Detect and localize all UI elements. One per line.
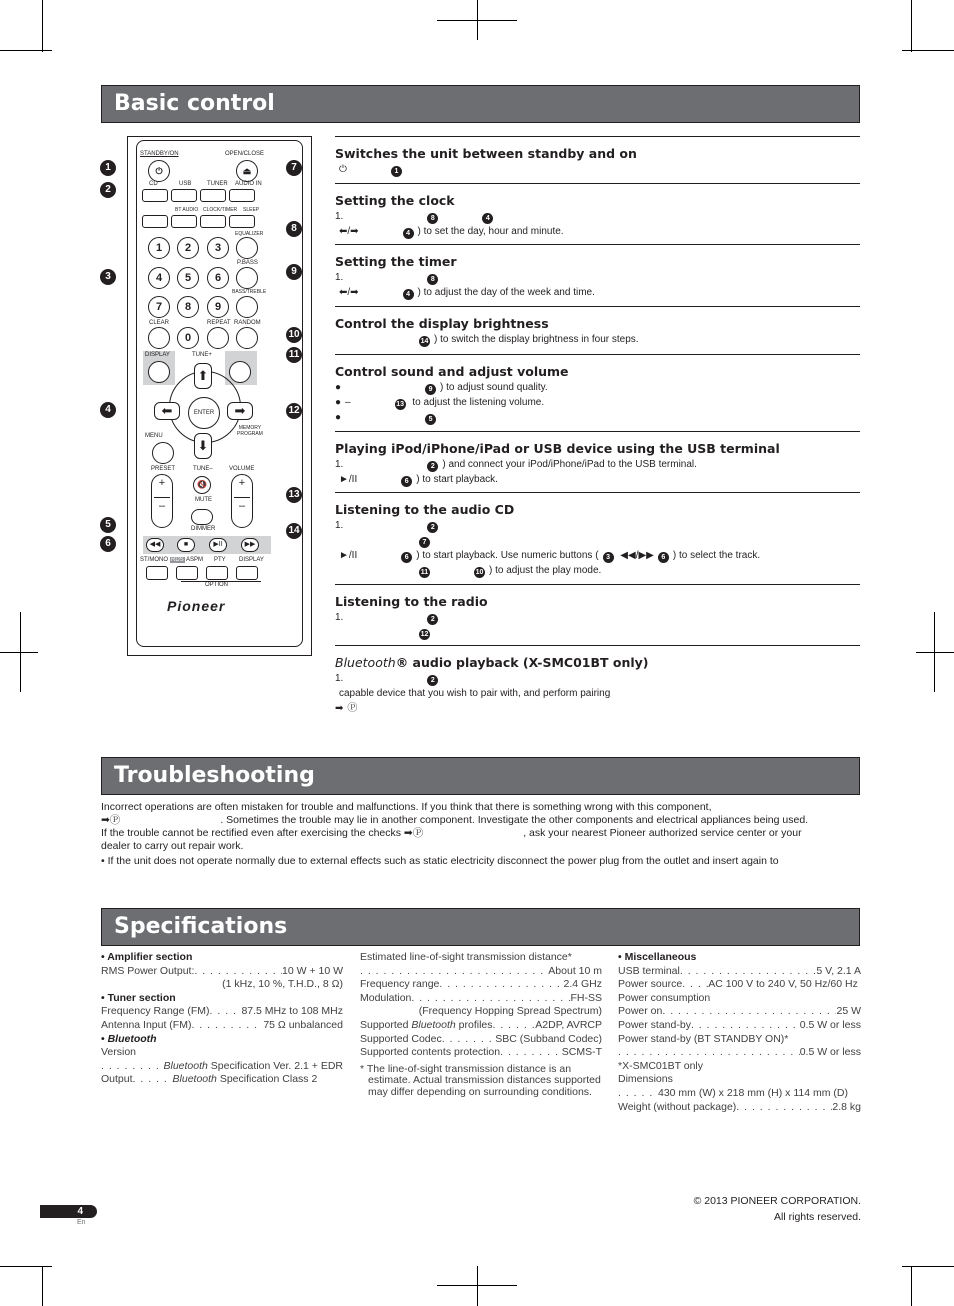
spec-column-3 — [618, 951, 861, 1114]
rms-row — [101, 965, 343, 979]
usb-label: USB terminal — [618, 964, 680, 977]
label-bass-treble: BASS/TREBLE — [232, 289, 267, 295]
dimensions-value: 430 mm (W) x 218 mm (H) x 114 mm (D) — [658, 1086, 848, 1099]
section-title-text: Listening to the audio CD — [335, 502, 515, 517]
basic-control-title: Basic control — [114, 91, 275, 116]
label-pbass: P.BASS — [237, 260, 258, 266]
mod-label: Modulation — [360, 991, 412, 1004]
remote-illustration — [127, 136, 312, 656]
section-title-text: Listening to the radio — [335, 594, 488, 609]
eject-button[interactable]: ⏏ — [236, 160, 258, 182]
label-standby: STANDBY/ON — [140, 151, 179, 157]
fm-row — [101, 1005, 343, 1019]
clear-button[interactable] — [148, 327, 170, 349]
mute-button[interactable]: 🔇 — [193, 476, 211, 494]
line-text: 1. — [335, 612, 344, 623]
tuner-header: • Tuner section — [101, 991, 176, 1004]
callout-ref: 2 — [427, 614, 438, 625]
section-title-text: Control sound and adjust volume — [335, 364, 569, 379]
mod-value: FH-SS — [570, 991, 602, 1004]
section-3 — [335, 244, 860, 300]
callout-ref: 5 — [425, 414, 436, 425]
pty-button[interactable] — [206, 566, 228, 580]
protection-label: Supported contents protection — [360, 1046, 501, 1059]
usb-value: 5 V, 2.1 A — [816, 964, 861, 977]
dimmer-button[interactable] — [191, 509, 213, 525]
power-on-value: 25 W — [836, 1005, 861, 1018]
rights: All rights reserved. — [774, 1211, 861, 1223]
copyright-block — [600, 1193, 861, 1225]
version-value — [164, 1060, 344, 1074]
label-tune-minus: TUNE– — [193, 466, 213, 472]
protection-row — [360, 1046, 602, 1060]
callout-8: 8 — [286, 221, 302, 237]
label-aspm: ASPM — [186, 557, 204, 563]
label-random: RANDOM — [234, 320, 261, 326]
callout-ref: 8 — [427, 213, 438, 224]
line-text: ) to start playback. Use numeric buttons ( — [416, 550, 599, 561]
dimensions-label: Dimensions — [618, 1073, 673, 1086]
output-row — [101, 1073, 343, 1087]
line-text: ) and connect your iPod/iPhone/iPad to the USB terminal. — [442, 459, 697, 470]
bt-header-text: Bluetooth — [107, 1032, 157, 1045]
callout-7: 7 — [286, 160, 302, 176]
label-preset: PRESET — [151, 466, 176, 472]
section-5 — [335, 354, 860, 425]
fm-value: 87.5 MHz to 108 MHz — [241, 1005, 343, 1018]
tuner-button[interactable] — [200, 189, 226, 202]
label-menu: MENU — [145, 433, 163, 439]
freq-row — [360, 978, 602, 992]
bt-audio-button[interactable] — [171, 215, 197, 228]
digit-2-button[interactable]: 2 — [177, 237, 199, 259]
section-line — [335, 395, 860, 410]
label-equalizer: EQUALIZER — [235, 231, 264, 237]
trouble-line-3-text: If the trouble cannot be rectified even after exercising the checks ➡Ⓟ — [101, 827, 424, 839]
basic-control-banner — [101, 85, 860, 123]
left-arrow-button[interactable]: ⬅ — [154, 402, 180, 420]
st-mono-button[interactable] — [146, 566, 168, 580]
section-4 — [335, 306, 860, 347]
line-text: 1. — [335, 459, 344, 470]
label-enter: ENTER — [193, 410, 215, 416]
model-note: *X-SMC01BT only — [618, 1059, 704, 1072]
section-title — [335, 432, 860, 457]
callout-4: 4 — [100, 402, 116, 418]
play-pause-button[interactable]: ▶II — [209, 538, 227, 552]
section-title-text: ® audio playback (X-SMC01BT only) — [395, 655, 649, 670]
callout-ref: 7 — [419, 537, 430, 548]
callout-ref: 6 — [658, 552, 669, 563]
profiles-label — [360, 1019, 493, 1033]
callout-ref: 10 — [475, 569, 484, 576]
callout-10: 10 — [286, 327, 302, 343]
section-line — [335, 671, 860, 686]
power-source-row — [618, 978, 861, 992]
section-7 — [335, 492, 860, 578]
digit-0-button[interactable]: 0 — [177, 327, 199, 349]
version-label: Version — [101, 1046, 137, 1059]
label-display-2: DISPLAY — [239, 557, 264, 563]
callout-2: 2 — [100, 182, 116, 198]
callout-ref: 4 — [482, 213, 493, 224]
rewind-button[interactable]: ◀◀ — [146, 538, 164, 552]
bass-treble-button[interactable] — [236, 296, 258, 318]
line-text: ● — [335, 397, 342, 408]
label-mute: MUTE — [195, 497, 212, 503]
up-arrow-button[interactable]: ⬆ — [194, 363, 212, 389]
remote-body — [136, 140, 303, 647]
section-title — [335, 245, 860, 270]
version-row — [101, 1060, 343, 1074]
trouble-line-3-tail: , ask your nearest Pioneer authorized service center or your — [523, 827, 802, 839]
callout-12: 12 — [286, 403, 302, 419]
callout-1: 1 — [100, 160, 116, 176]
sleep-button[interactable] — [229, 215, 255, 228]
output-label: Output — [101, 1073, 133, 1086]
callout-ref: 13 — [396, 401, 404, 408]
misc-header: • Miscellaneous — [618, 951, 697, 963]
digit-3-button[interactable]: 3 — [207, 237, 229, 259]
label-display: DISPLAY — [145, 352, 170, 358]
amp-header: • Amplifier section — [101, 951, 193, 963]
line-text: 1. — [335, 673, 344, 684]
profiles-value: A2DP, AVRCP — [535, 1018, 602, 1031]
section-title-text: Playing iPod/iPhone/iPad or USB device using the USB terminal — [335, 441, 780, 456]
trouble-line-5: • If the unit does not operate normally due to external effects such as static electricity disconnect the power plug from the outlet and insert again to — [101, 855, 779, 867]
pioneer-logo: Pioneer — [167, 598, 226, 614]
label-clock-timer: CLOCK/TIMER — [203, 207, 238, 213]
callout-ref: 3 — [603, 552, 614, 563]
section-title — [335, 646, 860, 671]
power-on-label: Power on — [618, 1005, 663, 1018]
aspm-button[interactable] — [176, 566, 198, 580]
distance-footnote: * The line-of-sight transmission distance is an estimate. Actual transmission distances supported may differ depending on surrounding conditions. — [360, 1062, 601, 1098]
callout-ref: 2 — [427, 675, 438, 686]
line-text: – — [345, 397, 351, 408]
label-option: OPTION — [205, 582, 229, 588]
page-number-tab — [40, 1205, 97, 1218]
section-title — [335, 307, 860, 332]
section-line — [335, 610, 860, 625]
fm-label: Frequency Range (FM) — [101, 1005, 210, 1018]
power-consumption-label: Power consumption — [618, 991, 711, 1004]
section-title — [335, 585, 860, 610]
line-text: Ⓟ — [347, 703, 358, 714]
antenna-row — [101, 1019, 343, 1033]
specifications-title: Specifications — [114, 914, 288, 939]
est-row — [360, 965, 602, 979]
section-line — [335, 548, 860, 563]
codec-row — [360, 1033, 602, 1047]
line-text: ) to set the day, hour and minute. — [417, 226, 564, 237]
protection-value: SCMS-T — [561, 1046, 602, 1059]
digit-9-button[interactable]: 9 — [207, 296, 229, 318]
antenna-label: Antenna Input (FM) — [101, 1018, 192, 1031]
digit-4-button[interactable]: 4 — [148, 267, 170, 289]
callout-14: 14 — [286, 523, 302, 539]
specifications-banner — [101, 908, 860, 946]
preset-plus: + — [158, 477, 166, 489]
antenna-value: 75 Ω unbalanced — [263, 1018, 343, 1031]
line-text: ◀◀/▶▶ — [617, 550, 654, 561]
section-6 — [335, 431, 860, 487]
spec-column-2 — [360, 951, 602, 1098]
line-text: to adjust the listening volume. — [409, 397, 545, 408]
profiles-label-a: Supported — [360, 1018, 412, 1031]
standby-value: 0.5 W or less — [799, 1018, 861, 1031]
section-title-italic: Bluetooth — [335, 655, 396, 670]
section-line — [335, 472, 860, 487]
callout-ref: 8 — [427, 274, 438, 285]
label-open-close: OPEN/CLOSE — [225, 151, 265, 157]
menu-button[interactable] — [152, 442, 174, 464]
callout-ref: 2 — [427, 522, 438, 533]
troubleshooting-title: Troubleshooting — [114, 763, 315, 788]
digit-1-button[interactable]: 1 — [148, 237, 170, 259]
codec-label: Supported Codec — [360, 1032, 442, 1045]
label-rds: RDS — [171, 557, 184, 563]
pbass-button[interactable] — [236, 267, 258, 289]
weight-label: Weight (without package) — [618, 1100, 737, 1113]
codec-value: SBC (Subband Codec) — [495, 1032, 602, 1045]
est-label: Estimated line-of-sight transmission distance* — [360, 951, 572, 963]
line-text: ►/II — [339, 474, 358, 485]
page-number: 4 — [77, 1206, 83, 1217]
usb-row — [618, 965, 861, 979]
callout-ref: 4 — [403, 289, 414, 300]
callout-ref: 4 — [403, 228, 414, 239]
section-line — [335, 686, 860, 701]
section-8 — [335, 584, 860, 640]
version-text: Specification Ver. 2.1 + EDR — [207, 1059, 343, 1072]
power-source-value: AC 100 V to 240 V, 50 Hz/60 Hz — [708, 978, 858, 991]
callout-ref: 11 — [420, 569, 429, 576]
standby-row — [618, 1019, 861, 1033]
power-on-row — [618, 1005, 861, 1019]
section-line — [335, 563, 860, 578]
section-title-text: Setting the timer — [335, 254, 457, 269]
freq-value: 2.4 GHz — [563, 978, 602, 991]
section-line — [335, 285, 860, 300]
section-title-text: Switches the unit between standby and on — [335, 146, 637, 161]
digit-8-button[interactable]: 8 — [177, 296, 199, 318]
troubleshooting-banner — [101, 757, 860, 795]
section-line — [335, 270, 860, 285]
line-text: 1. — [335, 211, 344, 222]
trouble-line-3 — [101, 827, 861, 840]
bt-standby-row — [618, 1046, 861, 1060]
bt-standby-label: Power stand-by (BT STANDBY ON)* — [618, 1032, 789, 1045]
label-clear: CLEAR — [149, 320, 170, 326]
output-value — [173, 1073, 318, 1087]
cd-button[interactable] — [142, 189, 168, 202]
label-audio-in: AUDIO IN — [235, 181, 262, 187]
line-text: ) to adjust the play mode. — [489, 565, 602, 576]
standby-label: Power stand-by — [618, 1018, 691, 1031]
rms-label: RMS Power Output: — [101, 964, 195, 977]
bt-standby-value: 0.5 W or less — [799, 1046, 861, 1059]
line-text: ) to select the track. — [672, 550, 761, 561]
line-text: ►/II — [339, 550, 358, 561]
line-text: ) to switch the display brightness in four steps. — [434, 334, 639, 345]
weight-value: 2.8 kg — [832, 1100, 861, 1113]
down-arrow-button[interactable]: ⬇ — [194, 433, 212, 459]
section-line — [335, 332, 860, 347]
section-title — [335, 137, 860, 162]
line-text: 1. — [335, 520, 344, 531]
display-button[interactable] — [148, 361, 170, 383]
mod-note: (Frequency Hopping Spread Spectrum) — [418, 1005, 602, 1018]
fast-forward-button[interactable]: ▶▶ — [241, 538, 259, 552]
label-sleep: SLEEP — [243, 207, 260, 213]
troubleshooting-text — [101, 801, 861, 868]
section-line — [335, 701, 860, 716]
volume-rocker[interactable] — [231, 474, 253, 528]
callout-ref: 6 — [401, 476, 412, 487]
section-title — [335, 493, 860, 518]
section-line — [335, 625, 860, 640]
dimensions-row — [618, 1087, 861, 1101]
section-title — [335, 184, 860, 209]
preset-minus: – — [158, 500, 166, 512]
line-text: ➡ — [335, 703, 344, 714]
line-text: ) to adjust the day of the week and time. — [417, 287, 595, 298]
callout-ref: 14 — [420, 338, 429, 345]
callout-ref: 12 — [420, 631, 429, 638]
line-text: ) to adjust sound quality. — [440, 382, 548, 393]
rms-conditions: (1 kHz, 10 %, T.H.D., 8 Ω) — [222, 978, 343, 991]
digit-6-button[interactable]: 6 — [207, 267, 229, 289]
right-arrow-button[interactable]: ➡ — [227, 402, 253, 420]
digit-7-button[interactable]: 7 — [148, 296, 170, 318]
weight-row — [618, 1101, 861, 1115]
callout-ref: 2 — [427, 461, 438, 472]
line-text: ● — [335, 382, 342, 393]
label-bt-audio: BT AUDIO — [175, 207, 199, 213]
callout-13: 13 — [286, 487, 302, 503]
equalizer-button[interactable] — [236, 237, 258, 259]
volume-minus: – — [238, 500, 246, 512]
digit-5-button[interactable]: 5 — [177, 267, 199, 289]
line-text: ⬅/➡ — [339, 226, 359, 237]
callout-ref: 1 — [391, 166, 402, 177]
display-option-button[interactable] — [236, 566, 258, 580]
section-line — [335, 224, 860, 239]
clock-timer-button[interactable] — [200, 215, 226, 228]
callout-6: 6 — [100, 536, 116, 552]
trouble-line-2-text: . Sometimes the trouble may lie in another component. Investigate the other components and electrical appliances being used. — [220, 814, 809, 826]
label-repeat: REPEAT — [207, 320, 231, 326]
est-value: About 10 m — [548, 964, 602, 977]
line-text: 1. — [335, 272, 344, 283]
section-title — [335, 355, 860, 380]
trouble-line-4: dealer to carry out repair work. — [101, 840, 244, 852]
repeat-button[interactable] — [207, 327, 229, 349]
enter-button[interactable] — [188, 397, 220, 429]
section-line — [335, 380, 860, 395]
trouble-line-2 — [101, 814, 861, 827]
version-bt: Bluetooth — [163, 1059, 208, 1072]
callout-11: 11 — [286, 347, 302, 363]
line-text: ● — [335, 412, 342, 423]
callout-5: 5 — [100, 517, 116, 533]
callout-ref: 9 — [425, 384, 436, 395]
section-title-text: Setting the clock — [335, 193, 455, 208]
section-9 — [335, 645, 860, 716]
output-text: Specification Class 2 — [216, 1073, 318, 1086]
section-1 — [335, 136, 860, 177]
callout-ref: 6 — [401, 552, 412, 563]
section-title-text: Control the display brightness — [335, 316, 549, 331]
audio-in-button[interactable] — [229, 189, 255, 202]
spec-column-1 — [101, 951, 343, 1087]
random-button[interactable] — [236, 327, 258, 349]
section-line — [335, 518, 860, 533]
section-2 — [335, 183, 860, 239]
trouble-line-1: Incorrect operations are often mistaken for trouble and malfunctions. If you think that there is something wrong with this component, — [101, 801, 712, 813]
profiles-label-b: profiles — [455, 1018, 493, 1031]
label-pty: PTY — [214, 557, 226, 563]
freq-label: Frequency range — [360, 978, 440, 991]
label-tune-plus: TUNE+ — [192, 352, 212, 358]
standby-button[interactable]: ⏻ — [148, 160, 170, 182]
label-cd: CD — [149, 181, 158, 187]
profiles-row — [360, 1019, 602, 1033]
usb-button[interactable] — [171, 189, 197, 202]
preset-rocker[interactable] — [151, 474, 173, 528]
rms-value: 10 W + 10 W — [282, 964, 343, 977]
line-text: ⏻ — [339, 164, 347, 175]
label-memory-program: MEMORY PROGRAM — [237, 425, 263, 437]
label-tuner: TUNER — [207, 181, 228, 187]
trouble-ref-1: ➡Ⓟ — [101, 814, 121, 826]
blank-button[interactable] — [142, 215, 168, 228]
callout-3: 3 — [100, 269, 116, 285]
top-menu-button[interactable] — [229, 361, 251, 383]
label-dimmer: DIMMER — [191, 526, 216, 532]
section-line — [335, 533, 860, 548]
mod-row — [360, 992, 602, 1006]
section-line — [335, 209, 860, 224]
line-text: ⬅/➡ — [339, 287, 359, 298]
line-text: ) to start playback. — [416, 474, 498, 485]
power-source-label: Power source — [618, 978, 683, 991]
line-text: capable device that you wish to pair with, and perform pairing — [339, 688, 611, 699]
section-line — [335, 162, 860, 177]
output-bt: Bluetooth — [172, 1073, 217, 1086]
callout-9: 9 — [286, 264, 302, 280]
bt-header: • Bluetooth — [101, 1032, 157, 1045]
language-code: En — [77, 1219, 86, 1226]
section-line — [335, 457, 860, 472]
label-usb: USB — [179, 181, 192, 187]
stop-button[interactable]: ■ — [177, 538, 195, 552]
copyright: © 2013 PIONEER CORPORATION. — [693, 1195, 861, 1207]
label-volume: VOLUME — [229, 466, 255, 472]
profiles-label-bt: Bluetooth — [411, 1018, 456, 1031]
section-line — [335, 410, 860, 425]
volume-plus: + — [238, 477, 246, 489]
label-st-mono: ST/MONO — [140, 557, 168, 563]
